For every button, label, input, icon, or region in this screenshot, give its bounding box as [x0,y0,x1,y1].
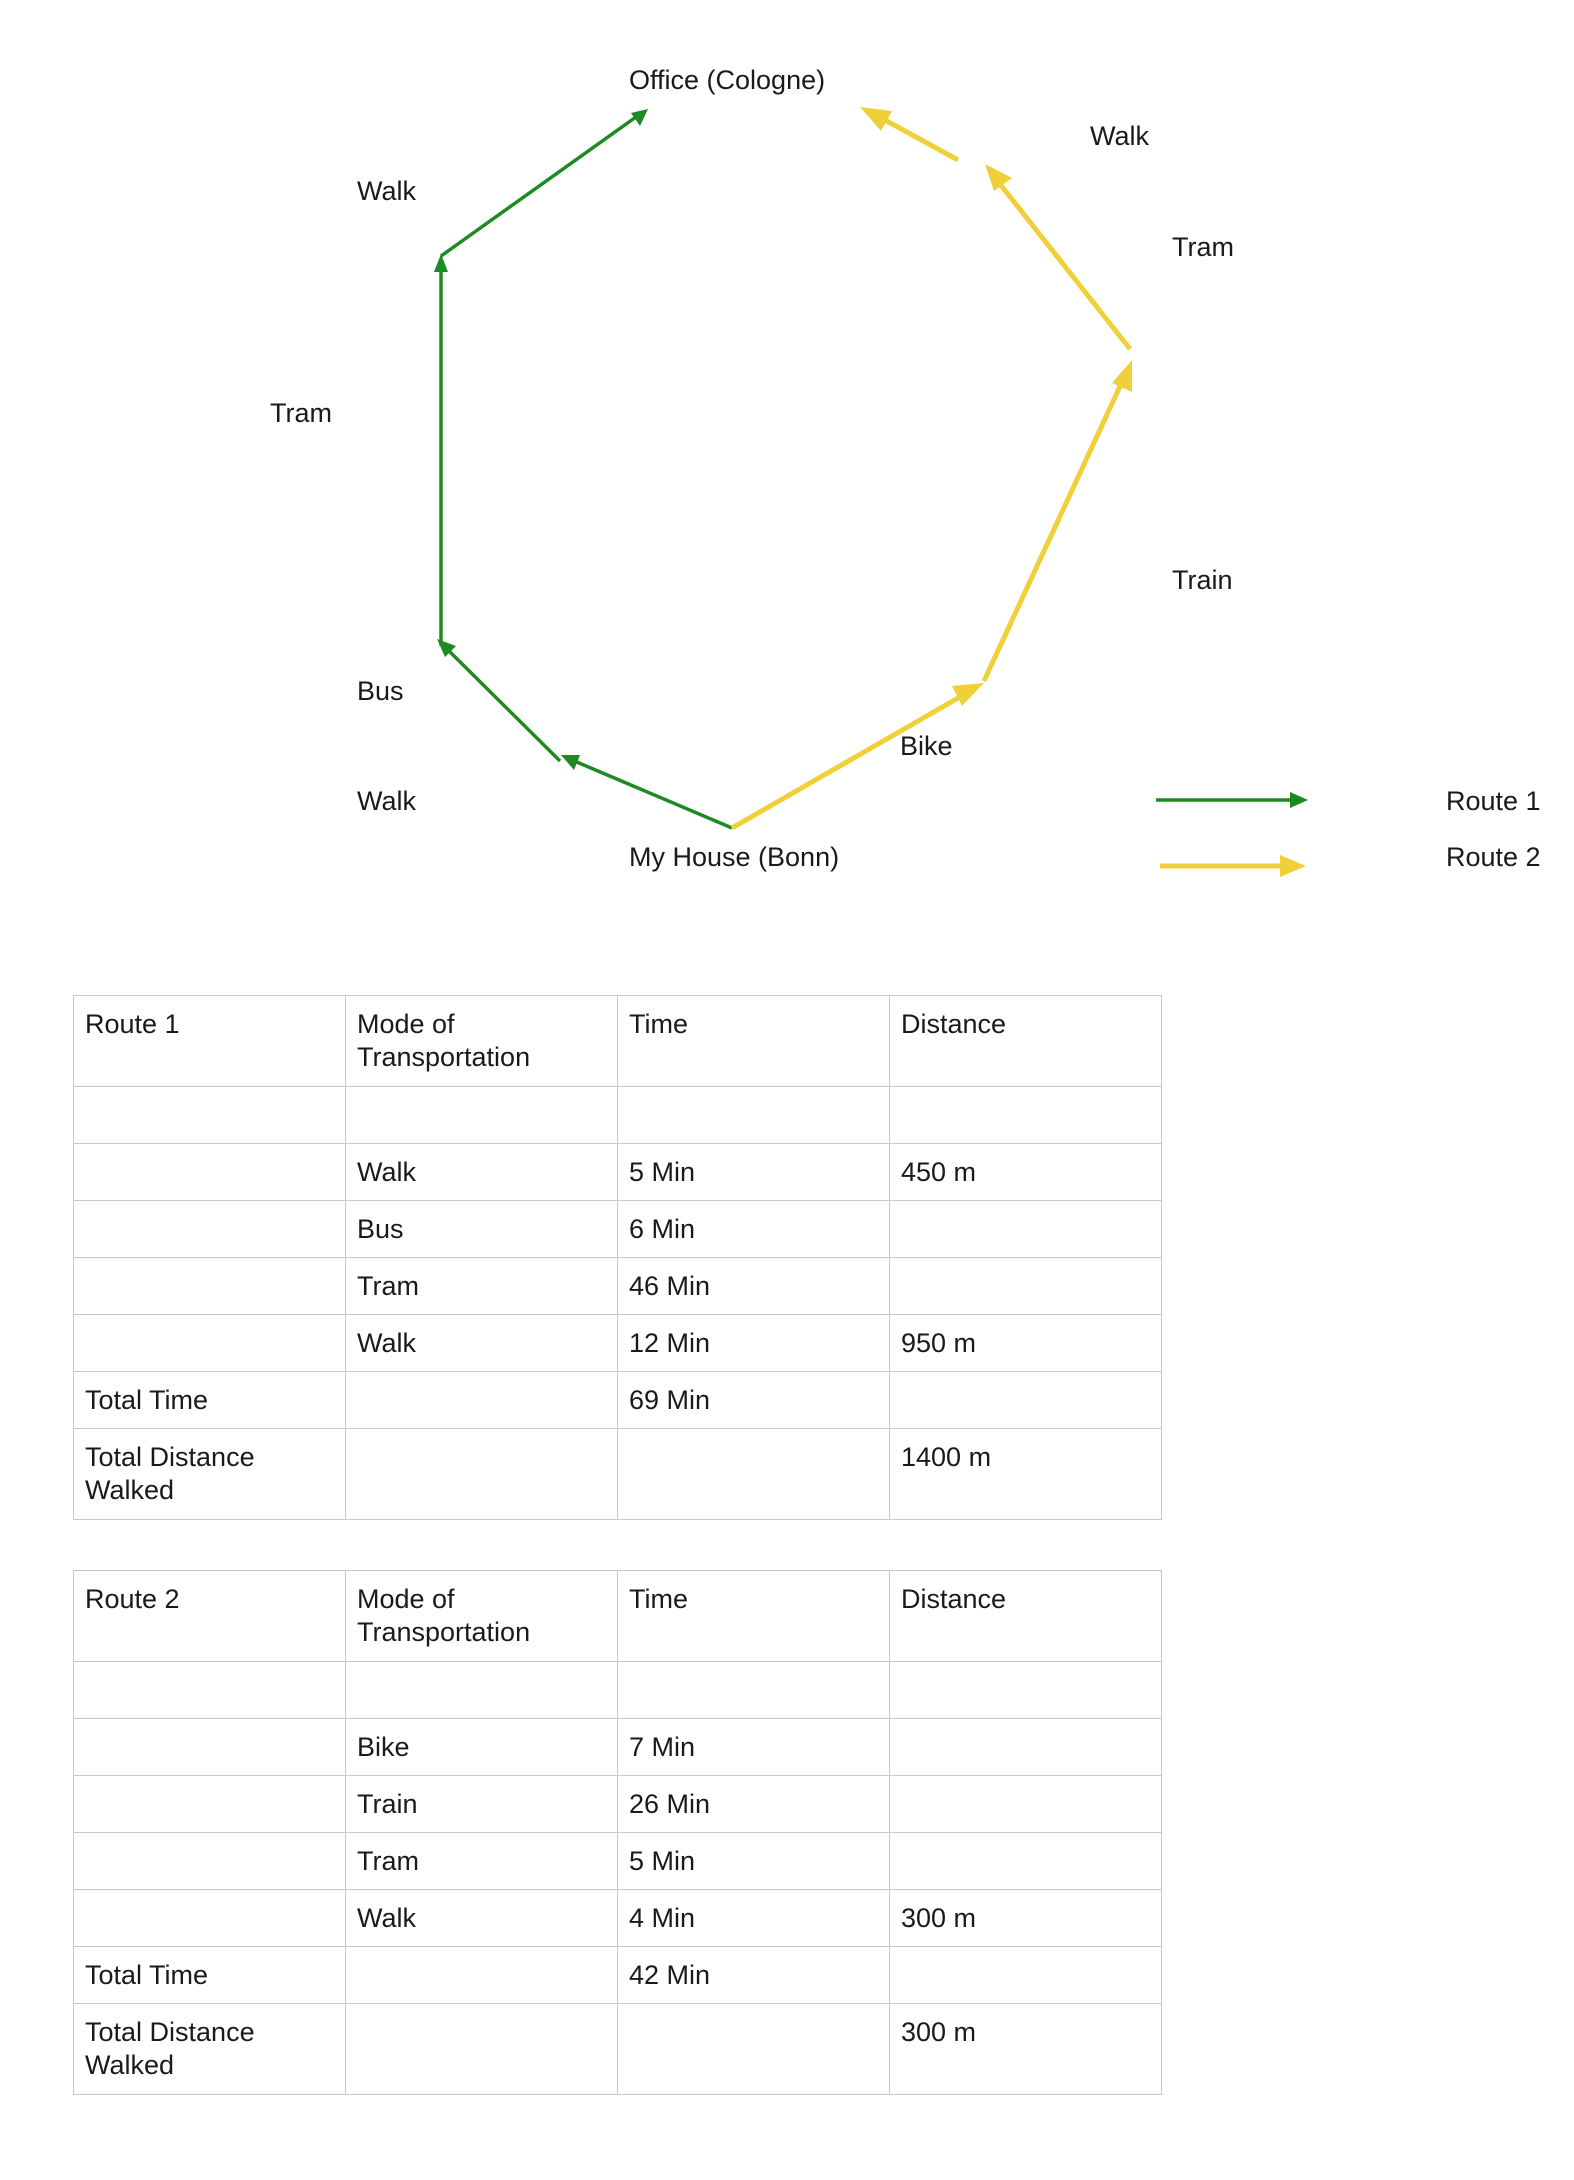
table-cell: 300 m [890,2004,1162,2095]
route2-arrows [732,107,1132,828]
table-cell: 12 Min [618,1315,890,1372]
table-cell: Total Time [74,1372,346,1429]
route1-label-bus: Bus [357,676,404,706]
table-row [74,1776,1162,1833]
table-cell: 300 m [890,1890,1162,1947]
table-cell: Bike [346,1719,618,1776]
table-cell [74,1719,346,1776]
route1-segment-tram [434,254,448,646]
table-cell: Walk [346,1144,618,1201]
table-cell [346,1947,618,2004]
legend [1156,786,1541,877]
table-cell: Tram [346,1833,618,1890]
table-cell [346,1429,618,1520]
table-cell [890,1201,1162,1258]
table-cell: Walk [346,1315,618,1372]
route1-arrows [434,109,732,828]
route1-segment-walk-start [561,755,732,828]
legend-route2-label: Route 2 [1446,842,1541,872]
table-cell [618,1087,890,1144]
table-row [74,1719,1162,1776]
route1-segment-bus [437,639,560,761]
table-cell [618,2004,890,2095]
table-cell: 42 Min [618,1947,890,2004]
table-row [74,1258,1162,1315]
table-row [74,1890,1162,1947]
route2-label-bike: Bike [900,731,953,761]
route2-table [73,1570,1162,2095]
route2-label-train: Train [1172,565,1233,595]
legend-route2-arrow [1160,855,1306,877]
route-diagram [0,0,1574,960]
table-cell: 1400 m [890,1429,1162,1520]
table-cell [346,1662,618,1719]
table-cell: Train [346,1776,618,1833]
route2-segment-walk [860,107,958,160]
route2-segment-tram [985,164,1130,349]
table-cell [74,1315,346,1372]
route1-label-walk-end: Walk [357,176,416,206]
route1-table [73,995,1162,1520]
table-cell [890,1776,1162,1833]
table-row [74,1429,1162,1520]
table-cell: 4 Min [618,1890,890,1947]
table-cell [890,1372,1162,1429]
table-row [74,1315,1162,1372]
table-cell: Mode of Transportation [346,1571,618,1662]
table-cell [346,1087,618,1144]
table-cell: Distance [890,996,1162,1087]
table-cell [890,1662,1162,1719]
origin-label: My House (Bonn) [629,842,840,872]
table-cell: Time [618,996,890,1087]
table-cell: Mode of Transportation [346,996,618,1087]
table-cell: Distance [890,1571,1162,1662]
table-cell [74,1201,346,1258]
table-cell [890,1719,1162,1776]
legend-route1-label: Route 1 [1446,786,1541,816]
table-cell: 6 Min [618,1201,890,1258]
table-cell: Time [618,1571,890,1662]
table-row [74,1947,1162,2004]
table-row [74,1201,1162,1258]
route2-label-walk: Walk [1090,121,1149,151]
destination-label: Office (Cologne) [629,65,826,95]
table-cell: 69 Min [618,1372,890,1429]
table-cell: Total Distance Walked [74,1429,346,1520]
table-row [74,1662,1162,1719]
table-cell [890,1947,1162,2004]
table-row [74,1087,1162,1144]
table-cell [74,1833,346,1890]
route1-segment-walk-end [441,109,648,256]
table-cell: Total Distance Walked [74,2004,346,2095]
table-cell: 5 Min [618,1833,890,1890]
table-cell: 450 m [890,1144,1162,1201]
table-cell: Bus [346,1201,618,1258]
table-cell [346,1372,618,1429]
table-row [74,1372,1162,1429]
table-cell [890,1258,1162,1315]
table-cell [346,2004,618,2095]
table-cell: Walk [346,1890,618,1947]
table-header-row [74,996,1162,1087]
table-cell: 5 Min [618,1144,890,1201]
table-cell [74,1776,346,1833]
table-cell: Route 2 [74,1571,346,1662]
table-cell [618,1429,890,1520]
table-header-row [74,1571,1162,1662]
table-cell [74,1890,346,1947]
table-cell [618,1662,890,1719]
legend-route1-arrow [1156,792,1308,808]
table-cell: Tram [346,1258,618,1315]
route2-segment-train [984,360,1132,681]
table-row [74,1144,1162,1201]
table-cell: 46 Min [618,1258,890,1315]
route2-label-tram: Tram [1172,232,1234,262]
table-cell [74,1258,346,1315]
table-cell [74,1144,346,1201]
table-cell [890,1087,1162,1144]
table-cell: 26 Min [618,1776,890,1833]
table-cell [890,1833,1162,1890]
table-cell: Route 1 [74,996,346,1087]
table-row [74,2004,1162,2095]
table-cell: Total Time [74,1947,346,2004]
route1-label-tram: Tram [270,398,332,428]
table-cell [74,1662,346,1719]
table-cell: 7 Min [618,1719,890,1776]
table-cell: 950 m [890,1315,1162,1372]
table-row [74,1833,1162,1890]
route1-label-walk-start: Walk [357,786,416,816]
table-cell [74,1087,346,1144]
